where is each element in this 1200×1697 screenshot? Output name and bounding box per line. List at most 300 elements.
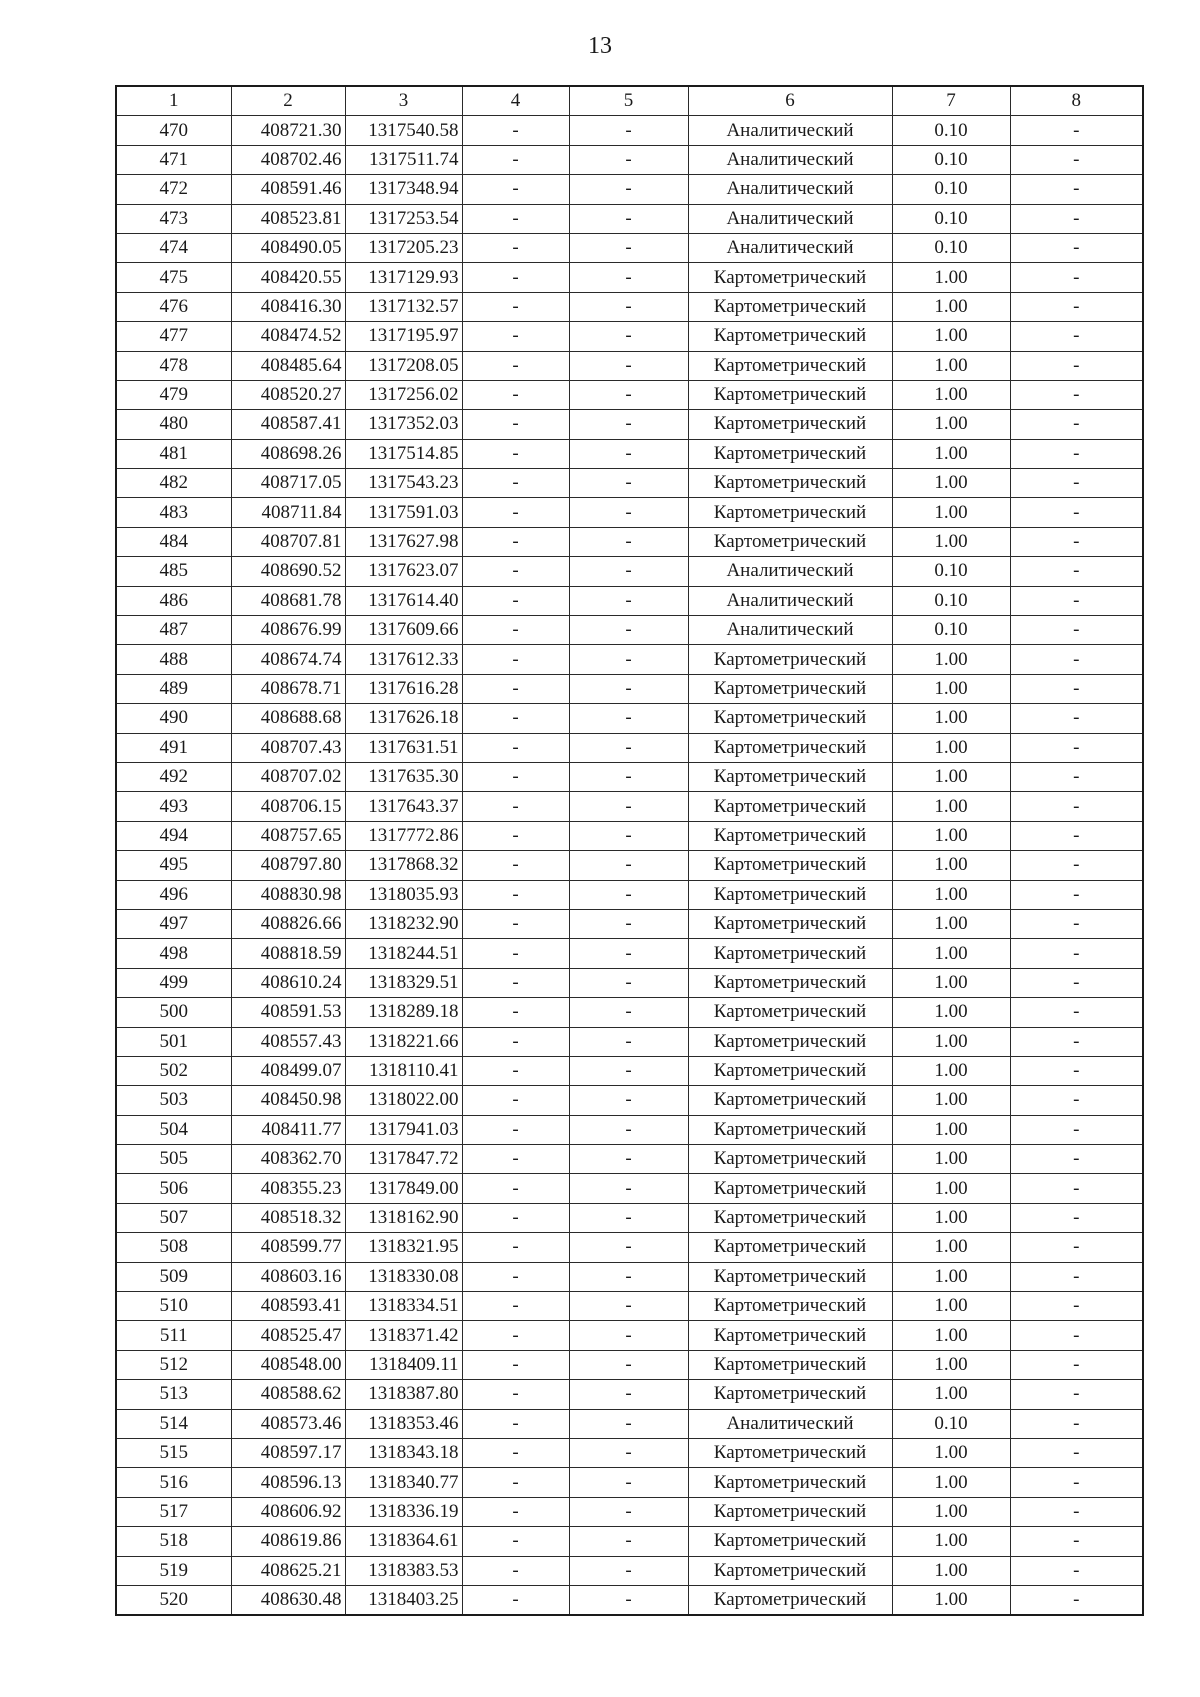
table-cell-col-3: 1318329.51 [345,968,462,997]
table-cell-col-6: Картометрический [688,1438,892,1467]
table-cell-col-4: - [462,263,569,292]
table-row [116,880,1143,909]
table-cell-col-1: 494 [116,821,231,850]
table-cell-col-5: - [569,410,688,439]
table-cell-col-4: - [462,233,569,262]
table-cell-col-1: 474 [116,233,231,262]
table-cell-col-4: - [462,1468,569,1497]
table-row [116,1203,1143,1232]
table-cell-col-8: - [1010,1027,1143,1056]
table-cell-col-1: 502 [116,1056,231,1085]
table-cell-col-5: - [569,1115,688,1144]
table-row [116,1174,1143,1203]
table-cell-col-1: 513 [116,1380,231,1409]
table-cell-col-7: 1.00 [892,1027,1010,1056]
table-cell-col-1: 500 [116,998,231,1027]
table-cell-col-8: - [1010,1585,1143,1615]
table-cell-col-2: 408711.84 [231,498,345,527]
table-cell-col-8: - [1010,1409,1143,1438]
table-cell-col-8: - [1010,263,1143,292]
table-cell-col-5: - [569,498,688,527]
table-cell-col-6: Картометрический [688,469,892,498]
table-cell-col-2: 408591.53 [231,998,345,1027]
table-cell-col-5: - [569,233,688,262]
table-cell-col-8: - [1010,968,1143,997]
table-cell-col-3: 1317635.30 [345,762,462,791]
table-cell-col-2: 408450.98 [231,1086,345,1115]
table-cell-col-8: - [1010,380,1143,409]
table-cell-col-3: 1318371.42 [345,1321,462,1350]
table-cell-col-5: - [569,998,688,1027]
table-cell-col-7: 1.00 [892,792,1010,821]
table-cell-col-6: Картометрический [688,1086,892,1115]
table-row [116,1056,1143,1085]
table-cell-col-5: - [569,1409,688,1438]
table-cell-col-8: - [1010,439,1143,468]
table-cell-col-4: - [462,410,569,439]
table-cell-col-1: 501 [116,1027,231,1056]
table-cell-col-2: 408525.47 [231,1321,345,1350]
table-cell-col-5: - [569,1233,688,1262]
table-cell-col-7: 0.10 [892,586,1010,615]
table-cell-col-1: 477 [116,322,231,351]
table-cell-col-7: 1.00 [892,1556,1010,1585]
table-cell-col-7: 1.00 [892,527,1010,556]
table-cell-col-4: - [462,704,569,733]
table-cell-col-1: 499 [116,968,231,997]
table-cell-col-7: 1.00 [892,1056,1010,1085]
table-cell-col-4: - [462,1262,569,1291]
table-cell-col-8: - [1010,586,1143,615]
table-cell-col-1: 511 [116,1321,231,1350]
table-cell-col-4: - [462,968,569,997]
table-cell-col-6: Аналитический [688,145,892,174]
table-cell-col-5: - [569,1086,688,1115]
table-row [116,1292,1143,1321]
table-cell-col-5: - [569,1174,688,1203]
table-cell-col-2: 408830.98 [231,880,345,909]
table-cell-col-6: Картометрический [688,1380,892,1409]
table-cell-col-3: 1317540.58 [345,116,462,145]
table-cell-col-7: 1.00 [892,1380,1010,1409]
table-cell-col-1: 470 [116,116,231,145]
table-cell-col-7: 0.10 [892,233,1010,262]
table-cell-col-5: - [569,527,688,556]
table-cell-col-7: 1.00 [892,674,1010,703]
table-cell-col-2: 408698.26 [231,439,345,468]
table-cell-col-2: 408490.05 [231,233,345,262]
table-cell-col-4: - [462,1438,569,1467]
table-cell-col-3: 1318321.95 [345,1233,462,1262]
table-cell-col-2: 408818.59 [231,939,345,968]
table-cell-col-2: 408757.65 [231,821,345,850]
table-cell-col-3: 1318336.19 [345,1497,462,1526]
table-cell-col-3: 1317612.33 [345,645,462,674]
table-cell-col-4: - [462,1115,569,1144]
table-row [116,998,1143,1027]
table-cell-col-7: 1.00 [892,939,1010,968]
table-cell-col-7: 1.00 [892,1497,1010,1526]
table-cell-col-2: 408485.64 [231,351,345,380]
table-cell-col-5: - [569,909,688,938]
table-cell-col-6: Аналитический [688,1409,892,1438]
table-cell-col-7: 1.00 [892,1115,1010,1144]
table-cell-col-8: - [1010,1527,1143,1556]
table-row [116,674,1143,703]
table-cell-col-6: Картометрический [688,851,892,880]
table-cell-col-4: - [462,616,569,645]
table-cell-col-1: 488 [116,645,231,674]
table-cell-col-8: - [1010,527,1143,556]
table-cell-col-7: 1.00 [892,1585,1010,1615]
table-cell-col-3: 1317772.86 [345,821,462,850]
table-cell-col-1: 515 [116,1438,231,1467]
table-cell-col-6: Картометрический [688,1527,892,1556]
table-cell-col-1: 482 [116,469,231,498]
table-cell-col-3: 1317514.85 [345,439,462,468]
table-cell-col-2: 408593.41 [231,1292,345,1321]
table-row [116,410,1143,439]
table-cell-col-3: 1317129.93 [345,263,462,292]
table-cell-col-1: 495 [116,851,231,880]
table-cell-col-8: - [1010,1321,1143,1350]
table-cell-col-6: Картометрический [688,1115,892,1144]
table-cell-col-3: 1317627.98 [345,527,462,556]
table-cell-col-6: Картометрический [688,263,892,292]
table-row [116,733,1143,762]
table-cell-col-1: 491 [116,733,231,762]
table-cell-col-4: - [462,1409,569,1438]
table-cell-col-8: - [1010,175,1143,204]
table-cell-col-3: 1317543.23 [345,469,462,498]
table-cell-col-7: 0.10 [892,1409,1010,1438]
table-cell-col-5: - [569,1438,688,1467]
table-cell-col-5: - [569,1145,688,1174]
table-row [116,116,1143,145]
table-cell-col-4: - [462,1497,569,1526]
table-cell-col-1: 490 [116,704,231,733]
table-cell-col-2: 408520.27 [231,380,345,409]
table-cell-col-2: 408588.62 [231,1380,345,1409]
table-cell-col-3: 1318022.00 [345,1086,462,1115]
table-cell-col-7: 1.00 [892,880,1010,909]
table-cell-col-1: 486 [116,586,231,615]
table-cell-col-3: 1318330.08 [345,1262,462,1291]
table-cell-col-2: 408706.15 [231,792,345,821]
table-cell-col-7: 1.00 [892,263,1010,292]
table-cell-col-8: - [1010,1174,1143,1203]
table-cell-col-5: - [569,1350,688,1379]
coordinates-table [115,85,1144,1616]
table-row [116,1409,1143,1438]
table-cell-col-4: - [462,175,569,204]
table-cell-col-8: - [1010,116,1143,145]
table-cell-col-2: 408411.77 [231,1115,345,1144]
table-cell-col-2: 408702.46 [231,145,345,174]
table-cell-col-7: 1.00 [892,322,1010,351]
table-cell-col-8: - [1010,498,1143,527]
table-cell-col-4: - [462,292,569,321]
table-cell-col-2: 408355.23 [231,1174,345,1203]
table-cell-col-5: - [569,968,688,997]
table-cell-col-2: 408416.30 [231,292,345,321]
table-cell-col-6: Картометрический [688,674,892,703]
table-cell-col-7: 1.00 [892,1527,1010,1556]
table-cell-col-3: 1318221.66 [345,1027,462,1056]
table-cell-col-7: 0.10 [892,116,1010,145]
table-row [116,1321,1143,1350]
table-cell-col-8: - [1010,1468,1143,1497]
table-cell-col-4: - [462,792,569,821]
table-cell-col-8: - [1010,1203,1143,1232]
table-cell-col-7: 1.00 [892,380,1010,409]
table-row [116,204,1143,233]
table-cell-col-2: 408557.43 [231,1027,345,1056]
table-cell-col-6: Картометрический [688,1174,892,1203]
table-cell-col-2: 408619.86 [231,1527,345,1556]
table-cell-col-1: 493 [116,792,231,821]
table-row [116,439,1143,468]
table-cell-col-8: - [1010,792,1143,821]
table-cell-col-4: - [462,1292,569,1321]
table-cell-col-6: Картометрический [688,527,892,556]
table-cell-col-3: 1317631.51 [345,733,462,762]
table-cell-col-1: 492 [116,762,231,791]
table-cell-col-4: - [462,322,569,351]
table-cell-col-1: 507 [116,1203,231,1232]
table-cell-col-1: 484 [116,527,231,556]
table-cell-col-7: 1.00 [892,1321,1010,1350]
table-cell-col-8: - [1010,1115,1143,1144]
table-cell-col-4: - [462,1203,569,1232]
table-cell-col-6: Картометрический [688,1056,892,1085]
column-header-2: 2 [231,86,345,116]
table-cell-col-4: - [462,1145,569,1174]
table-row [116,351,1143,380]
table-cell-col-3: 1317609.66 [345,616,462,645]
table-cell-col-1: 510 [116,1292,231,1321]
table-cell-col-5: - [569,1262,688,1291]
table-cell-col-7: 1.00 [892,469,1010,498]
table-cell-col-6: Картометрический [688,410,892,439]
table-cell-col-6: Аналитический [688,616,892,645]
table-cell-col-7: 0.10 [892,616,1010,645]
table-cell-col-2: 408674.74 [231,645,345,674]
table-cell-col-5: - [569,821,688,850]
table-cell-col-4: - [462,674,569,703]
table-cell-col-1: 512 [116,1350,231,1379]
table-cell-col-2: 408826.66 [231,909,345,938]
table-cell-col-3: 1317614.40 [345,586,462,615]
table-cell-col-2: 408707.81 [231,527,345,556]
table-cell-col-7: 1.00 [892,909,1010,938]
table-cell-col-5: - [569,616,688,645]
table-cell-col-3: 1317626.18 [345,704,462,733]
table-row [116,1556,1143,1585]
table-cell-col-6: Картометрический [688,1468,892,1497]
table-cell-col-2: 408606.92 [231,1497,345,1526]
table-cell-col-8: - [1010,1056,1143,1085]
table-cell-col-6: Аналитический [688,175,892,204]
table-cell-col-3: 1318387.80 [345,1380,462,1409]
table-cell-col-6: Картометрический [688,439,892,468]
table-cell-col-7: 1.00 [892,351,1010,380]
table-cell-col-8: - [1010,939,1143,968]
table-cell-col-8: - [1010,204,1143,233]
table-cell-col-2: 408420.55 [231,263,345,292]
table-cell-col-6: Картометрический [688,322,892,351]
table-row [116,1115,1143,1144]
table-cell-col-3: 1318232.90 [345,909,462,938]
table-cell-col-7: 1.00 [892,704,1010,733]
table-cell-col-5: - [569,704,688,733]
page-number: 13 [588,33,612,59]
table-cell-col-7: 1.00 [892,1438,1010,1467]
table-cell-col-8: - [1010,733,1143,762]
table-cell-col-2: 408587.41 [231,410,345,439]
table-cell-col-6: Картометрический [688,498,892,527]
table-cell-col-4: - [462,733,569,762]
table-cell-col-2: 408518.32 [231,1203,345,1232]
table-row [116,233,1143,262]
table-cell-col-1: 514 [116,1409,231,1438]
table-cell-col-6: Картометрический [688,998,892,1027]
table-cell-col-4: - [462,1321,569,1350]
table-cell-col-6: Аналитический [688,586,892,615]
column-header-8: 8 [1010,86,1143,116]
table-cell-col-4: - [462,1056,569,1085]
table-cell-col-2: 408681.78 [231,586,345,615]
table-cell-col-7: 1.00 [892,1145,1010,1174]
table-cell-col-7: 1.00 [892,1292,1010,1321]
table-cell-col-8: - [1010,322,1143,351]
table-cell-col-1: 478 [116,351,231,380]
table-cell-col-5: - [569,792,688,821]
table-cell-col-5: - [569,1556,688,1585]
table-row [116,851,1143,880]
table-cell-col-3: 1317511.74 [345,145,462,174]
table-cell-col-3: 1317253.54 [345,204,462,233]
table-cell-col-2: 408721.30 [231,116,345,145]
table-cell-col-5: - [569,1585,688,1615]
table-cell-col-6: Аналитический [688,204,892,233]
table-cell-col-5: - [569,204,688,233]
header-row [116,86,1143,116]
table-cell-col-1: 476 [116,292,231,321]
table-cell-col-2: 408474.52 [231,322,345,351]
table-cell-col-1: 487 [116,616,231,645]
table-cell-col-5: - [569,586,688,615]
table-cell-col-2: 408596.13 [231,1468,345,1497]
table-cell-col-4: - [462,1527,569,1556]
table-cell-col-6: Картометрический [688,1145,892,1174]
table-cell-col-6: Картометрический [688,968,892,997]
table-cell-col-4: - [462,851,569,880]
table-cell-col-6: Аналитический [688,233,892,262]
table-cell-col-7: 1.00 [892,1262,1010,1291]
table-cell-col-5: - [569,1380,688,1409]
table-cell-col-5: - [569,1056,688,1085]
table-row [116,645,1143,674]
table-row [116,263,1143,292]
table-cell-col-4: - [462,351,569,380]
table-cell-col-2: 408591.46 [231,175,345,204]
table-cell-col-8: - [1010,292,1143,321]
table-row [116,939,1143,968]
table-header [116,86,1143,116]
table-cell-col-8: - [1010,1556,1143,1585]
table-cell-col-8: - [1010,1233,1143,1262]
table-cell-col-8: - [1010,674,1143,703]
table-body [116,116,1143,1615]
table-cell-col-7: 1.00 [892,292,1010,321]
table-cell-col-4: - [462,527,569,556]
table-cell-col-3: 1318334.51 [345,1292,462,1321]
table-cell-col-3: 1318035.93 [345,880,462,909]
table-cell-col-3: 1318343.18 [345,1438,462,1467]
table-cell-col-7: 1.00 [892,498,1010,527]
table-cell-col-5: - [569,145,688,174]
column-header-6: 6 [688,86,892,116]
table-cell-col-1: 497 [116,909,231,938]
table-cell-col-5: - [569,175,688,204]
table-cell-col-8: - [1010,557,1143,586]
table-cell-col-1: 505 [116,1145,231,1174]
table-cell-col-1: 506 [116,1174,231,1203]
table-cell-col-6: Картометрический [688,1262,892,1291]
table-cell-col-1: 520 [116,1585,231,1615]
table-row [116,145,1143,174]
table-cell-col-3: 1317348.94 [345,175,462,204]
table-cell-col-1: 517 [116,1497,231,1526]
column-header-1: 1 [116,86,231,116]
table-cell-col-7: 1.00 [892,762,1010,791]
table-cell-col-5: - [569,851,688,880]
table-cell-col-2: 408690.52 [231,557,345,586]
table-cell-col-7: 0.10 [892,175,1010,204]
table-cell-col-2: 408678.71 [231,674,345,703]
table-cell-col-4: - [462,1027,569,1056]
table-cell-col-2: 408362.70 [231,1145,345,1174]
table-cell-col-6: Картометрический [688,1321,892,1350]
table-cell-col-6: Картометрический [688,762,892,791]
table-cell-col-2: 408797.80 [231,851,345,880]
table-cell-col-6: Картометрический [688,880,892,909]
table-row [116,1438,1143,1467]
table-row [116,762,1143,791]
table-cell-col-1: 473 [116,204,231,233]
table-cell-col-4: - [462,880,569,909]
table-cell-col-2: 408603.16 [231,1262,345,1291]
table-cell-col-7: 0.10 [892,557,1010,586]
table-cell-col-4: - [462,586,569,615]
table-cell-col-4: - [462,469,569,498]
table-cell-col-7: 1.00 [892,821,1010,850]
table-cell-col-1: 489 [116,674,231,703]
table-row [116,1027,1143,1056]
table-cell-col-8: - [1010,351,1143,380]
table-row [116,469,1143,498]
table-cell-col-8: - [1010,762,1143,791]
table-cell-col-3: 1318244.51 [345,939,462,968]
table-cell-col-5: - [569,1027,688,1056]
table-cell-col-5: - [569,733,688,762]
table-cell-col-8: - [1010,1292,1143,1321]
table-row [116,1468,1143,1497]
table-cell-col-6: Картометрический [688,821,892,850]
table-row [116,616,1143,645]
table-cell-col-7: 1.00 [892,1086,1010,1115]
